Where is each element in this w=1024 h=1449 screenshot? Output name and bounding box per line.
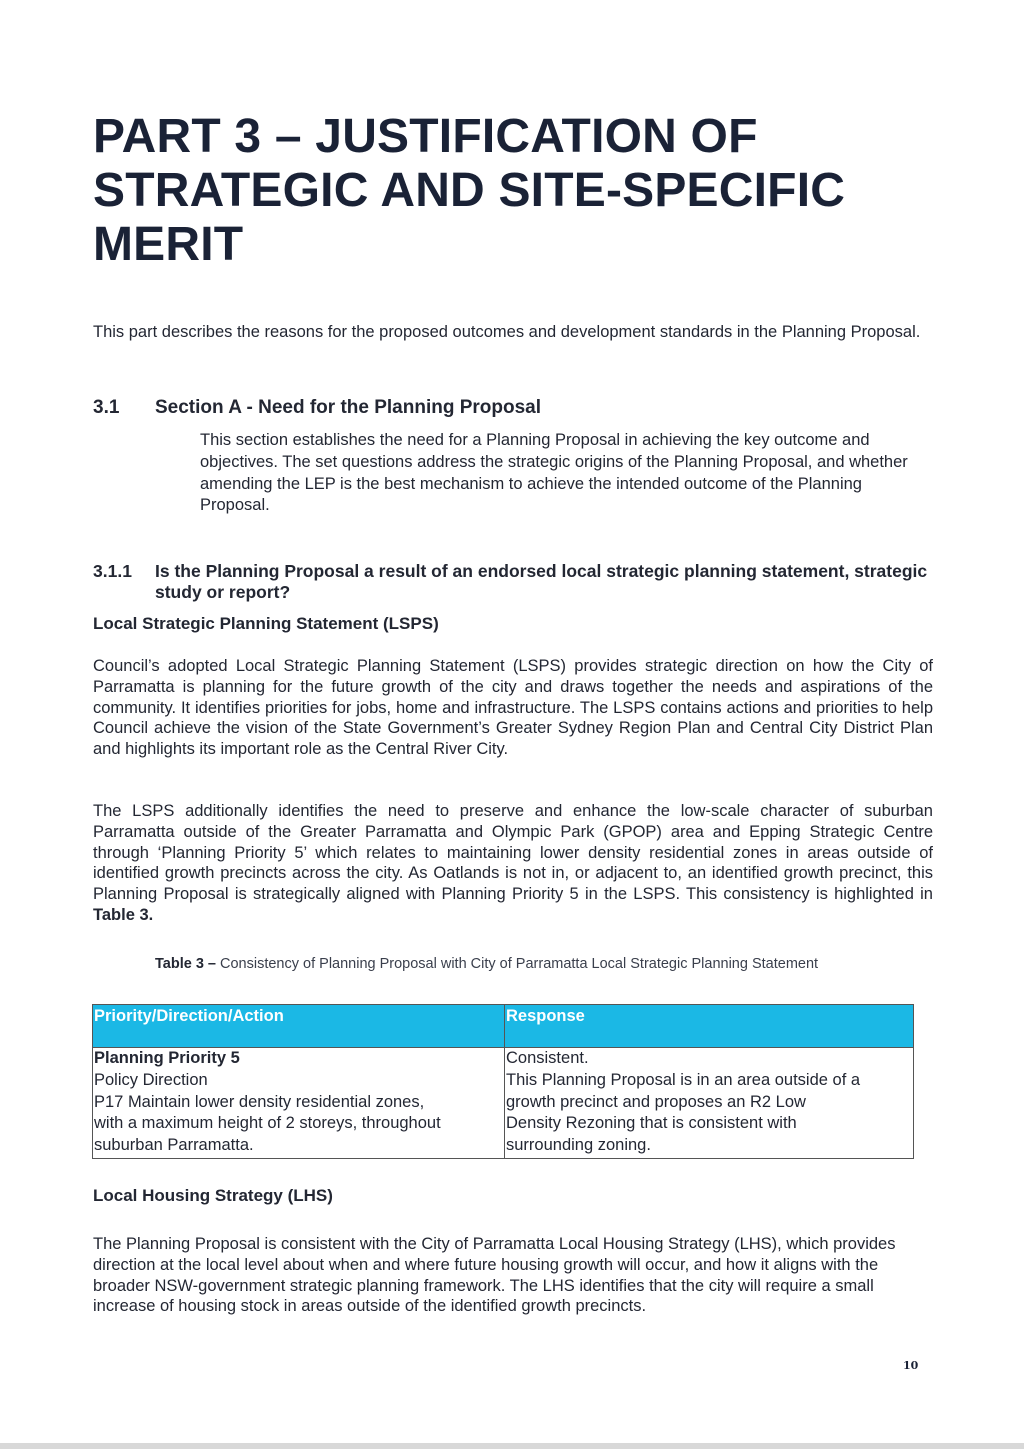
page-number: 10 [903, 1359, 919, 1372]
lsps-paragraph-2 [93, 801, 933, 926]
section-3-1-title: Section A - Need for the Planning Proposal [155, 397, 542, 418]
lsps-paragraph-2-text: The LSPS additionally identifies the need to preserve and enhance the low-scale character of suburban Parramatta outside of the Greater Parramatta and Olympic Park (GPOP) area and Epping Strategic Centre through ‘Planning Priority 5’ which relates to maintaining lower density residential zones in areas outside of identified growth precincts across the city. As Oatlands is not in, or adjacent to, an identified growth precinct, this Planning Proposal is strategically aligned with Planning Priority 5 in the LSPS. This consistency is highlighted in [93, 802, 933, 904]
intro-paragraph: This part describes the reasons for the proposed outcomes and development standards in the Planning Proposal. [93, 323, 921, 341]
priority-line: suburban Parramatta. [94, 1136, 254, 1155]
lhs-heading: Local Housing Strategy (LHS) [93, 1186, 333, 1205]
table-3-caption-label: Table 3 – [155, 956, 216, 972]
table-3 [92, 1004, 914, 1159]
page-title [93, 110, 953, 272]
priority-line: with a maximum height of 2 storeys, throughout [94, 1114, 441, 1133]
section-3-1-1-heading [93, 561, 933, 603]
priority-title: Planning Priority 5 [94, 1049, 240, 1067]
response-line: surrounding zoning. [506, 1136, 651, 1155]
section-3-1-description: This section establishes the need for a Planning Proposal in achieving the key outcome and objectives. The set questions address the strategic origins of the Planning Proposal, and whether amending the LEP is the best mechanism to achieve the intended outcome of the Planning Proposal. [200, 431, 908, 515]
lsps-heading: Local Strategic Planning Statement (LSPS) [93, 614, 439, 633]
section-3-1-number: 3.1 [93, 397, 120, 418]
lsps-paragraph-1: Council’s adopted Local Strategic Planning Statement (LSPS) provides strategic direction on how the City of Parramatta is planning for the future growth of the city and draws together the needs and aspirations of the community. It identifies priorities for jobs, home and infrastructure. The LSPS contains actions and priorities to help Council achieve the vision of the State Government’s Greater Sydney Region Plan and Central City District Plan and highlights its important role as the Central River City. [93, 657, 933, 759]
lhs-paragraph: The Planning Proposal is consistent with the City of Parramatta Local Housing Strategy (LHS), which provides direction at the local level about when and where future housing growth will occur, and how it aligns with the broader NSW-government strategic planning framework. The LHS identifies that the city will require a small increase of housing stock in areas outside of the identified growth precincts. [93, 1235, 896, 1316]
header-priority-direction-action: Priority/Direction/Action [93, 1005, 505, 1048]
section-3-1-1-number: 3.1.1 [93, 561, 132, 581]
table-3-caption [155, 955, 885, 975]
table-header-row [93, 1005, 914, 1048]
priority-line: Policy Direction [94, 1070, 208, 1089]
table-row [93, 1048, 914, 1159]
table-3-reference: Table 3. [93, 905, 154, 924]
title-line-3: MERIT [93, 218, 244, 271]
response-line: This Planning Proposal is in an area outside of a [506, 1070, 861, 1089]
title-line-1: PART 3 – JUSTIFICATION OF [93, 110, 758, 163]
section-3-1-heading [93, 397, 541, 419]
response-line: growth precinct and proposes an R2 Low [506, 1092, 806, 1111]
header-response: Response [505, 1005, 914, 1048]
priority-cell [93, 1048, 505, 1159]
section-3-1-1-title: Is the Planning Proposal a result of an endorsed local strategic planning statement, strategic study or report? [155, 561, 928, 602]
response-cell [505, 1048, 914, 1159]
table-3-caption-text: Consistency of Planning Proposal with City of Parramatta Local Strategic Planning Statement [220, 956, 819, 972]
response-line: Density Rezoning that is consistent with [506, 1114, 797, 1133]
priority-line: P17 Maintain lower density residential zones, [94, 1092, 425, 1111]
title-line-2: STRATEGIC AND SITE-SPECIFIC [93, 164, 846, 217]
response-line: Consistent. [506, 1049, 589, 1067]
